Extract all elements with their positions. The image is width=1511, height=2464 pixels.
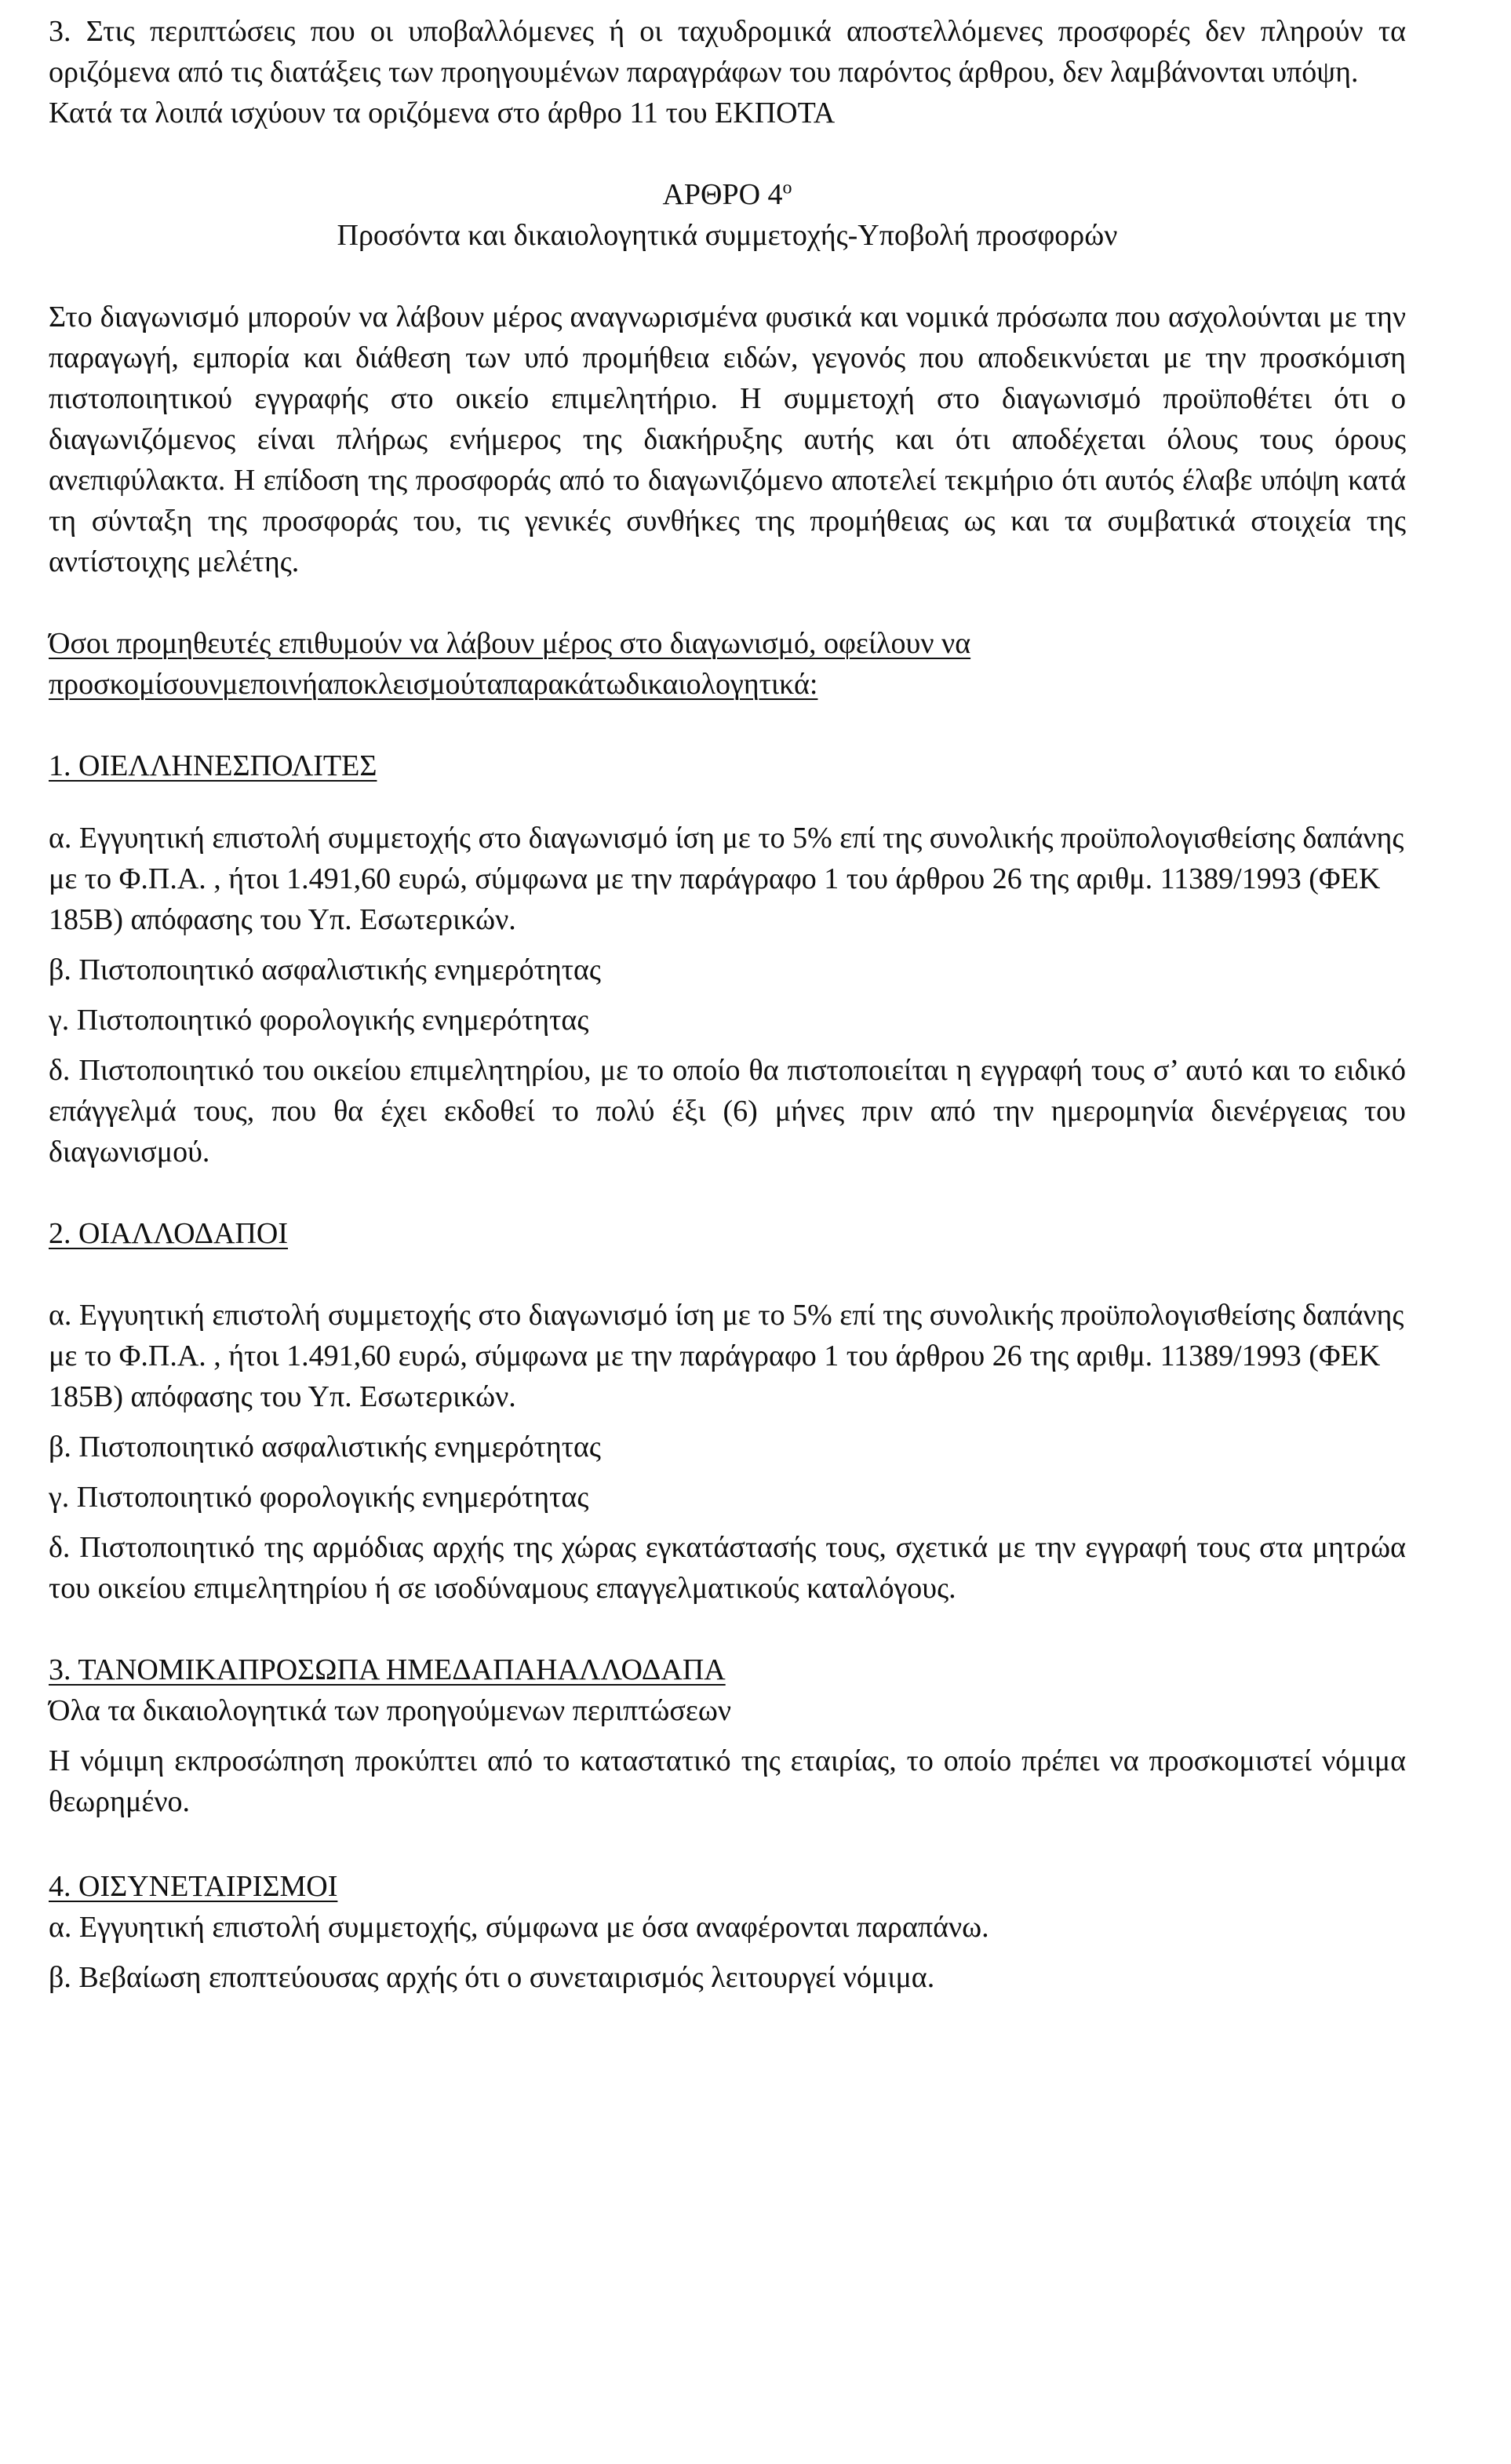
documents-intro-line-1: Όσοι προμηθευτές επιθυμούν να λάβουν μέρος στο διαγωνισμό, οφείλουν να xyxy=(49,627,971,660)
article-title xyxy=(49,174,1406,215)
section-3-line-2: Η νόμιμη εκπροσώπηση προκύπτει από το καταστατικό της εταιρίας, το οποίο πρέπει να προσκομιστεί νόμιμα θεωρημένο. xyxy=(49,1744,1406,1818)
section-3-line-1: Όλα τα δικαιολογητικά των προηγούμενων περιπτώσεων xyxy=(49,1694,732,1727)
paragraph-ekpota: Κατά τα λοιπά ισχύουν τα οριζόμενα στο άρθρο 11 του ΕΚΠΟΤΑ xyxy=(49,97,836,129)
section-2-item-d: δ. Πιστοποιητικό της αρμόδιας αρχής της χώρας εγκατάστασής τους, σχετικά με την εγγραφή τους στα μητρώα του οικείου επιμελητηρίου ή σε ισοδύναμους επαγγελματικούς καταλόγους. xyxy=(49,1531,1406,1605)
section-2-item-b: β. Πιστοποιητικό ασφαλιστικής ενημερότητας xyxy=(49,1431,601,1463)
article-subtitle: Προσόντα και δικαιολογητικά συμμετοχής-Υποβολή προσφορών xyxy=(337,219,1118,252)
section-4-heading: 4. ΟΙΣΥΝΕΤΑΙΡΙΣΜΟΙ xyxy=(49,1870,338,1903)
section-2-item-a: α. Εγγυητική επιστολή συμμετοχής στο διαγωνισμό ίση με το 5% επί της συνολικής προϋπολογισθείσης δαπάνης με το Φ.Π.Α. , ήτοι 1.491,60 ευρώ, σύμφωνα με την παράγραφο 1 του άρθρου 26 της αριθμ. 11389/1993 (ΦΕΚ 185Β) απόφασης του Υπ. Εσωτερικών. xyxy=(49,1299,1404,1413)
section-2-item-c: γ. Πιστοποιητικό φορολογικής ενημερότητας xyxy=(49,1481,589,1514)
section-4-item-b: β. Βεβαίωση εποπτεύουσας αρχής ότι ο συνεταιρισμός λειτουργεί νόμιμα. xyxy=(49,1961,935,1994)
documents-intro-line-2: προσκομίσουνμεποινήαποκλεισμούταπαρακάτωδικαιολογητικά: xyxy=(49,668,818,701)
section-4-item-a: α. Εγγυητική επιστολή συμμετοχής, σύμφωνα με όσα αναφέρονται παραπάνω. xyxy=(49,1911,989,1944)
section-2-heading: 2. ΟΙΑΛΛΟΔΑΠΟΙ xyxy=(49,1217,289,1250)
article-title-superscript: ο xyxy=(782,177,792,199)
section-1-item-d: δ. Πιστοποιητικό του οικείου επιμελητηρίου, με το οποίο θα πιστοποιείται η εγγραφή τους σ’ αυτό και το ειδικό επάγγελμά τους, που θα έχει εκδοθεί το πολύ έξι (6) μήνες πριν από την ημερομηνία διενέργειας του διαγωνισμού. xyxy=(49,1054,1406,1168)
document-page xyxy=(49,11,1406,2007)
paragraph-3: 3. Στις περιπτώσεις που οι υποβαλλόμενες ή οι ταχυδρομικά αποστελλόμενες προσφορές δεν πληρούν τα οριζόμενα από τις διατάξεις των προηγουμένων παραγράφων του παρόντος άρθρου, δεν λαμβάνονται υπόψη. xyxy=(49,15,1406,89)
section-3-heading: 3. ΤΑΝΟΜΙΚΑΠΡΟΣΩΠΑ ΗΜΕΔΑΠΑΗΑΛΛΟΔΑΠΑ xyxy=(49,1653,726,1686)
section-1-item-a: α. Εγγυητική επιστολή συμμετοχής στο διαγωνισμό ίση με το 5% επί της συνολικής προϋπολογισθείσης δαπάνης με το Φ.Π.Α. , ήτοι 1.491,60 ευρώ, σύμφωνα με την παράγραφο 1 του άρθρου 26 της αριθμ. 11389/1993 (ΦΕΚ 185Β) απόφασης του Υπ. Εσωτερικών. xyxy=(49,822,1404,936)
section-1-item-b: β. Πιστοποιητικό ασφαλιστικής ενημερότητας xyxy=(49,953,601,986)
participation-paragraph: Στο διαγωνισμό μπορούν να λάβουν μέρος αναγνωρισμένα φυσικά και νομικά πρόσωπα που ασχολούνται με την παραγωγή, εμπορία και διάθεση των υπό προμήθεια ειδών, γεγονός που αποδεικνύεται με την προσκόμιση πιστοποιητικού εγγραφής στο οικείο επιμελητήριο. Η συμμετοχή στο διαγωνισμό προϋποθέτει ότι ο διαγωνιζόμενος είναι πλήρως ενήμερος της διακήρυξης αυτής και ότι αποδέχεται όλους τους όρους ανεπιφύλακτα. Η επίδοση της προσφοράς από το διαγωνιζόμενο αποτελεί τεκμήριο ότι αυτός έλαβε υπόψη κατά τη σύνταξη της προσφοράς του, τις γενικές συνθήκες της προμήθειας ως και τα συμβατικά στοιχεία της αντίστοιχης μελέτης. xyxy=(49,301,1406,578)
section-1-heading: 1. ΟΙΕΛΛΗΝΕΣΠΟΛΙΤΕΣ xyxy=(49,749,377,782)
article-title-text: ΑΡΘΡΟ 4 xyxy=(662,178,783,211)
section-1-item-c: γ. Πιστοποιητικό φορολογικής ενημερότητας xyxy=(49,1004,589,1037)
